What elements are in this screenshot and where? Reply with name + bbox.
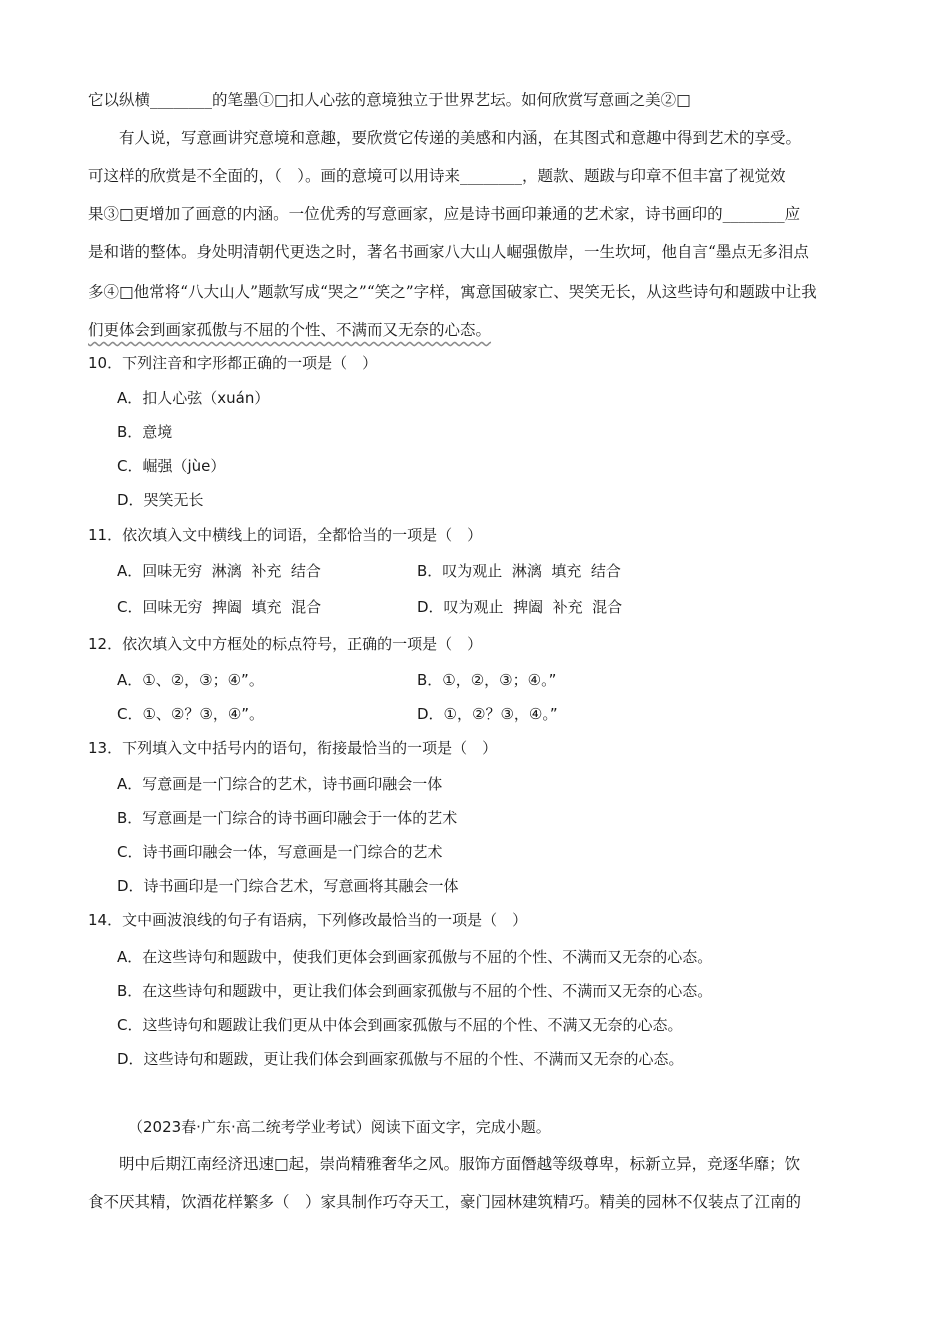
passage-line: 多④□他常将“八大山人”题款写成“哭之”“笑之”字样，寓意国破家亡、哭笑无长，从这些诗句和题跋中让我 — [88, 283, 817, 301]
passage-line: 可这样的欣赏是不全面的，（ ）。画的意境可以用诗来________，题款、题跋与印章不但丰富了视觉效 — [88, 167, 786, 185]
question-10-option-b[interactable]: B．意境 — [117, 423, 173, 441]
section-2-intro: （2023春·广东·高二统考学业考试）阅读下面文字，完成小题。 — [128, 1118, 551, 1136]
question-13-option-d[interactable]: D．诗书画印是一门综合艺术，写意画将其融会一体 — [117, 877, 459, 895]
question-14-stem: 14．文中画波浪线的句子有语病，下列修改最恰当的一项是（ ） — [88, 911, 528, 929]
question-12-option-c[interactable]: C．①、②？③，④”。 — [117, 705, 265, 723]
question-11-option-c[interactable]: C．回味无穷 捭阖 填充 混合 — [117, 598, 322, 616]
passage-line: 果③□更增加了画意的内涵。一位优秀的写意画家，应是诗书画印兼通的艺术家，诗书画印的________应 — [88, 205, 801, 223]
question-10-option-a[interactable]: A．扣人心弦（xuán） — [117, 389, 270, 407]
question-14-option-b[interactable]: B．在这些诗句和题跋中，更让我们体会到画家孤傲与不屈的个性、不满而又无奈的心态。 — [117, 982, 713, 1000]
passage-line: 有人说，写意画讲究意境和意趣，要欣赏它传递的美感和内涵，在其图式和意趣中得到艺术的享受。 — [88, 129, 802, 147]
question-13-option-c[interactable]: C．诗书画印融会一体，写意画是一门综合的艺术 — [117, 843, 443, 861]
question-11-option-a[interactable]: A．回味无穷 淋漓 补充 结合 — [117, 562, 321, 580]
question-12-stem: 12．依次填入文中方框处的标点符号，正确的一项是（ ） — [88, 635, 483, 653]
question-13-option-a[interactable]: A．写意画是一门综合的艺术，诗书画印融会一体 — [117, 775, 443, 793]
question-12-option-b[interactable]: B．①，②，③；④。” — [417, 671, 557, 689]
question-11-option-d[interactable]: D．叹为观止 捭阖 补充 混合 — [417, 598, 623, 616]
question-13-stem: 13．下列填入文中括号内的语句，衔接最恰当的一项是（ ） — [88, 739, 498, 757]
question-12-option-d[interactable]: D．①，②？③，④。” — [417, 705, 558, 723]
passage-line: 它以纵横________的笔墨①□扣人心弦的意境独立于世界艺坛。如何欣赏写意画之美②□ — [88, 91, 691, 109]
question-11-option-b[interactable]: B．叹为观止 淋漓 填充 结合 — [417, 562, 621, 580]
question-10-option-d[interactable]: D．哭笑无长 — [117, 491, 204, 509]
passage-line: 是和谐的整体。身处明清朝代更迭之时，著名书画家八大山人崛强傲岸，一生坎坷，他自言“墨点无多泪点 — [88, 243, 809, 261]
question-13-option-b[interactable]: B．写意画是一门综合的诗书画印融会于一体的艺术 — [117, 809, 458, 827]
passage-line-wavy: 们更体会到画家孤傲与不屈的个性、不满而又无奈的心态。 — [88, 321, 492, 339]
question-14-option-c[interactable]: C．这些诗句和题跋让我们更从中体会到画家孤傲与不屈的个性、不满又无奈的心态。 — [117, 1016, 683, 1034]
section-2-line: 明中后期江南经济迅速□起，崇尚精雅奢华之风。服饰方面僭越等级尊卑，标新立异，竞逐华靡；饮 — [88, 1155, 801, 1173]
question-12-option-a[interactable]: A．①、②，③；④”。 — [117, 671, 264, 689]
question-14-option-d[interactable]: D．这些诗句和题跋，更让我们体会到画家孤傲与不屈的个性、不满而又无奈的心态。 — [117, 1050, 684, 1068]
question-10-stem: 10．下列注音和字形都正确的一项是（ ） — [88, 354, 378, 372]
section-2-line: 食不厌其精，饮酒花样繁多（ ）家具制作巧夺天工，豪门园林建筑精巧。精美的园林不仅装点了江南的 — [88, 1193, 802, 1211]
question-14-option-a[interactable]: A．在这些诗句和题跋中，使我们更体会到画家孤傲与不屈的个性、不满而又无奈的心态。 — [117, 948, 713, 966]
question-10-option-c[interactable]: C．崛强（jùe） — [117, 457, 226, 475]
question-11-stem: 11．依次填入文中横线上的词语，全都恰当的一项是（ ） — [88, 526, 483, 544]
